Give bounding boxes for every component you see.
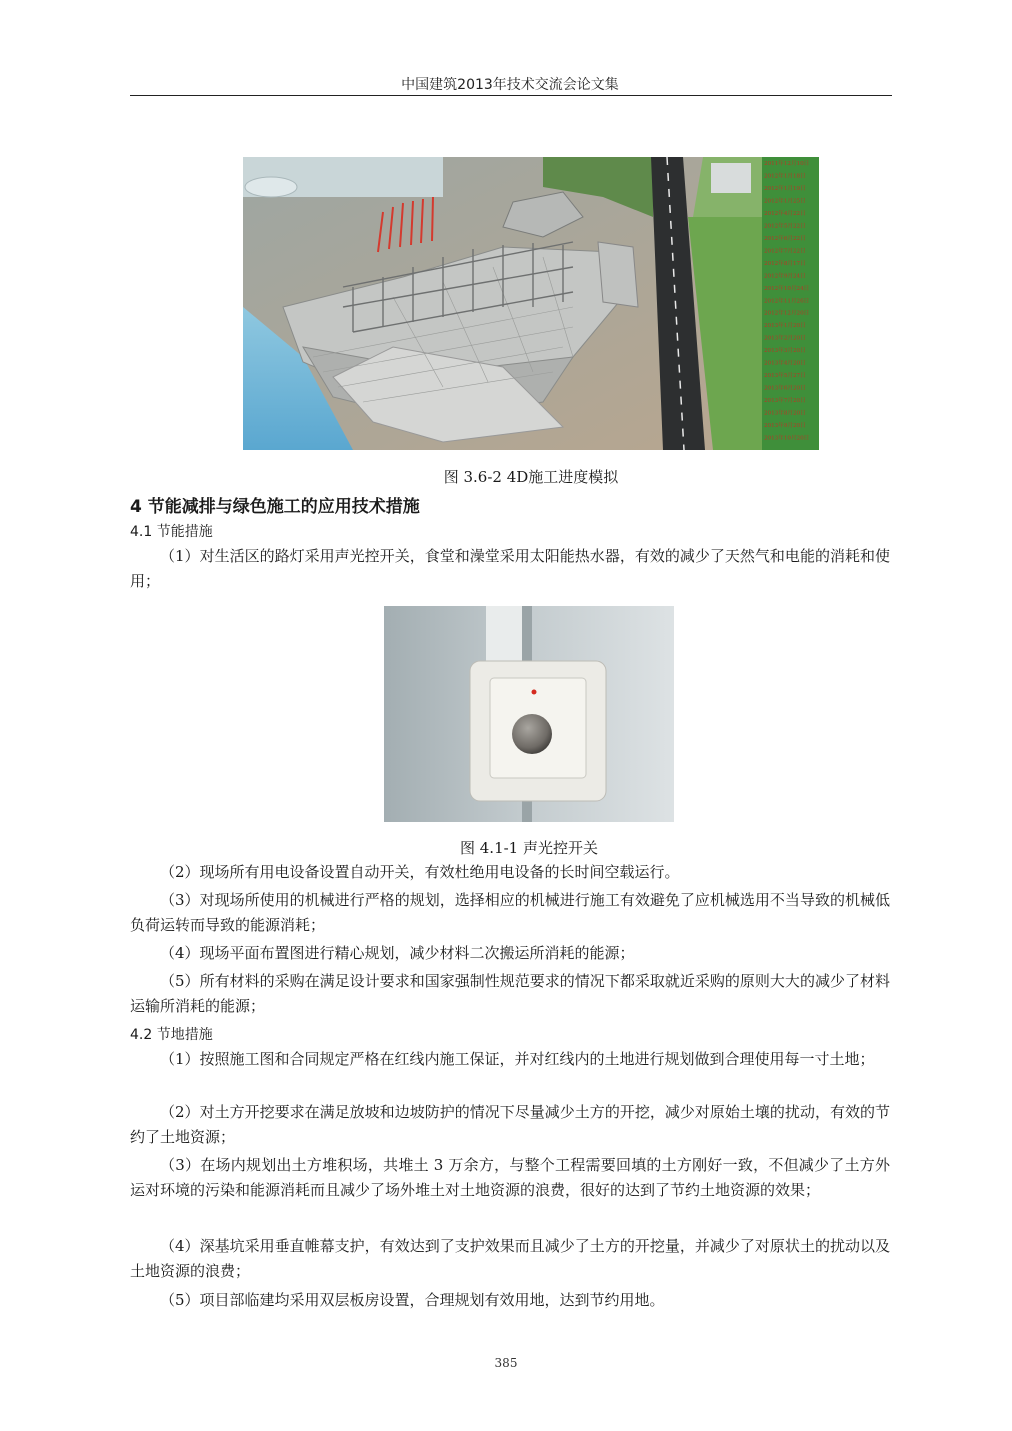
schedule-date-label: 2013年4月20日 — [764, 360, 806, 367]
schedule-date-label: 2012年1月18日 — [764, 173, 806, 180]
paragraph: （1）按照施工图和合同规定严格在红线内施工保证，并对红线内的土地进行规划做到合理使用每一寸土地； — [160, 1050, 875, 1068]
schedule-date-label: 2013年8月20日 — [764, 410, 806, 417]
paragraph: （2）现场所有用电设备设置自动开关，有效杜绝用电设备的长时间空载运行。 — [160, 863, 680, 881]
paragraph: （4）深基坑采用垂直帷幕支护，有效达到了支护效果而且减少了土方的开挖量，并减少了对原状土的扰动以及土地资源的浪费； — [130, 1237, 890, 1280]
schedule-date-label: 2012年9月24日 — [764, 273, 806, 280]
schedule-date-label: 2012年8月17日 — [764, 260, 806, 267]
schedule-date-label: 2012年5月22日 — [764, 223, 806, 230]
schedule-date-label: 2013年1月20日 — [764, 323, 806, 330]
page-number: 385 — [494, 1356, 518, 1370]
schedule-date-label: 2011年12月10日 — [764, 161, 810, 167]
schedule-date-label: 2013年5月27日 — [764, 373, 806, 380]
schedule-date-label: 2012年7月22日 — [764, 248, 806, 255]
figure-caption: 图 3.6-2 4D施工进度模拟 — [443, 468, 619, 486]
schedule-date-label: 2012年10月24日 — [764, 285, 810, 292]
schedule-date-label: 2013年9月20日 — [764, 423, 806, 430]
header-rule — [130, 95, 892, 96]
figure-caption: 图 4.1-1 声光控开关 — [459, 839, 598, 857]
schedule-date-label: 2013年7月20日 — [764, 398, 806, 405]
paragraph: （3）在场内规划出土方堆积场，共堆土 3 万余方，与整个工程需要回填的土方刚好一致，不但减少了土方外运对环境的污染和能源消耗而且减少了场外堆土对土地资源的浪费，很好的达到了节约土地资源的效果； — [130, 1156, 890, 1199]
paragraph: （2）对土方开挖要求在满足放坡和边坡防护的情况下尽量减少土方的开挖，减少对原始土壤的扰动，有效的节约了土地资源； — [130, 1103, 890, 1146]
schedule-date-label: 2012年11月26日 — [764, 298, 810, 305]
schedule-date-label: 2013年2月20日 — [764, 335, 806, 342]
schedule-date-label: 2012年6月22日 — [764, 235, 806, 242]
paragraph: （4）现场平面布置图进行精心规划，减少材料二次搬运所消耗的能源； — [160, 944, 635, 962]
sound-light-switch-photo — [384, 606, 674, 822]
paragraph: （5）所有材料的采购在满足设计要求和国家强制性规范要求的情况下都采取就近采购的原则大大的减少了材料运输所消耗的能源； — [130, 972, 890, 1015]
schedule-date-label: 2012年1月19日 — [764, 185, 806, 192]
schedule-date-label: 2013年3月20日 — [764, 348, 806, 355]
schedule-date-label: 2012年12月20日 — [764, 310, 810, 317]
subsection-heading: 4.2 节地措施 — [130, 1027, 213, 1043]
construction-4d-simulation-image — [243, 157, 819, 450]
paragraph: （3）对现场所使用的机械进行严格的规划，选择相应的机械进行施工有效避免了应机械选用不当导致的机械低负荷运转而导致的能源消耗； — [130, 891, 890, 934]
section-heading: 4 节能减排与绿色施工的应用技术措施 — [130, 497, 420, 517]
subsection-heading: 4.1 节能措施 — [130, 524, 213, 540]
schedule-date-label: 2013年6月20日 — [764, 385, 806, 392]
paragraph: （1）对生活区的路灯采用声光控开关，食堂和澡堂采用太阳能热水器，有效的减少了天然气和电能的消耗和使用； — [130, 547, 890, 590]
schedule-date-label: 2012年1月25日 — [764, 198, 806, 205]
schedule-date-label: 2013年10月20日 — [764, 435, 810, 442]
schedule-date-label: 2012年4月22日 — [764, 210, 806, 217]
paragraph: （5）项目部临建均采用双层板房设置，合理规划有效用地，达到节约用地。 — [160, 1291, 665, 1309]
running-header: 中国建筑2013年技术交流会论文集 — [401, 77, 619, 93]
